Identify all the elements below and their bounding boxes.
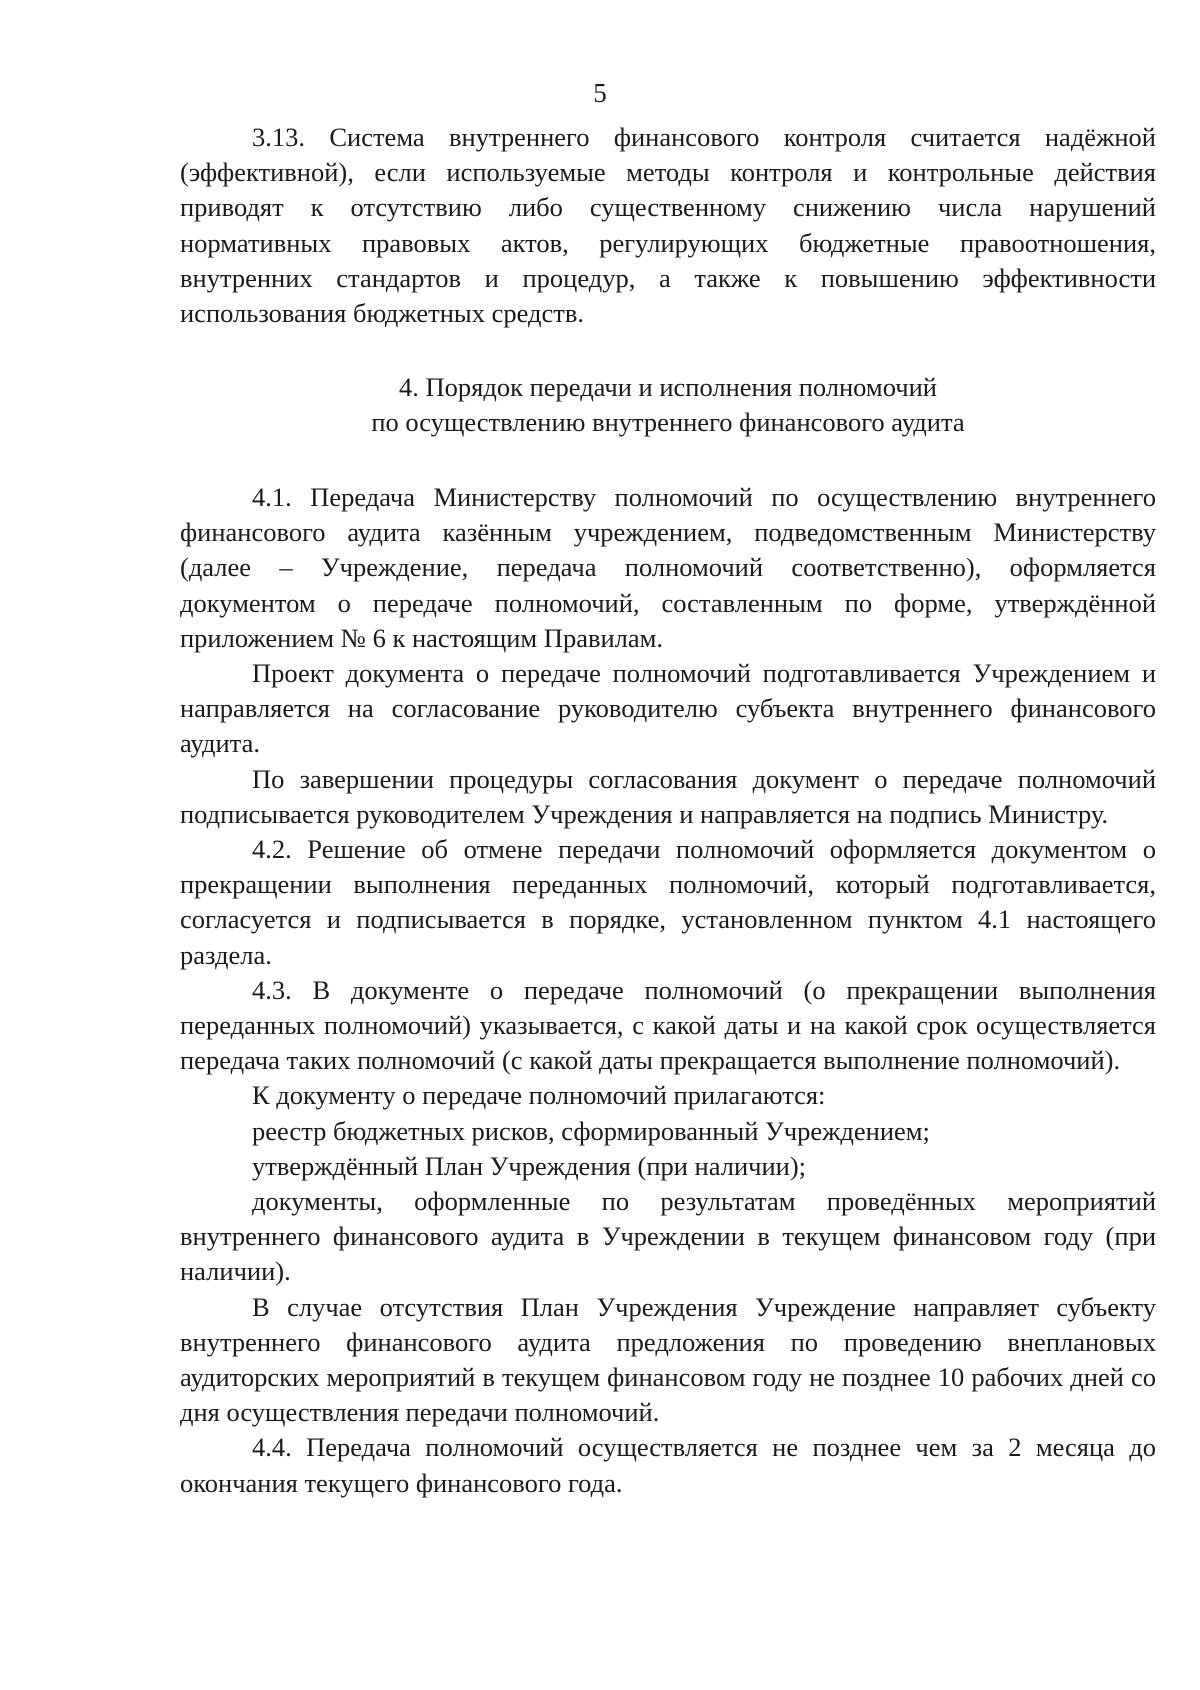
paragraph-4-2: 4.2. Решение об отмене передачи полномочий оформляется документом о прекращении выполнения переданных полномочий, который подготавливается, согласуется и подписывается в порядке, установленном пунктом 4.1 настоящего раздела. — [180, 834, 1156, 970]
paragraph-3-13: 3.13. Система внутреннего финансового контроля считается надёжной (эффективной), если используемые методы контроля и контрольные действия приводят к отсутствию либо существенному снижению числа нарушений нормативных правовых актов, регулирующих бюджетные правоотношения, внутренних стандартов и процедур, а также к повышению эффективности использования бюджетных средств. — [180, 122, 1156, 329]
paragraph-4-1: 4.1. Передача Министерству полномочий по осуществлению внутреннего финансового аудита казённым учреждением, подведомственным Министерству (далее – Учреждение, передача полномочий соответственно), оформляется документом о передаче полномочий, составленным по форме, утверждённой приложением № 6 к настоящим Правилам. — [180, 482, 1156, 653]
paragraph-4-3-attachments-intro: К документу о передаче полномочий прилагаются: — [252, 1080, 826, 1111]
section-4-heading — [180, 370, 1156, 440]
paragraph-4-3: 4.3. В документе о передаче полномочий (о прекращении выполнения переданных полномочий) указывается, с какой даты и на какой срок осуществляется передача таких полномочий (с какой даты прекращается выполнение полномочий). — [180, 974, 1156, 1076]
page-number: 5 — [593, 78, 607, 108]
paragraph-4-3-attachment-documents: документы, оформленные по результатам проведённых мероприятий внутреннего финансового аудита в Учреждении в текущем финансовом году (при наличии). — [180, 1186, 1156, 1287]
section-4-heading-line-1: 4. Порядок передачи и исполнения полномочий — [399, 372, 937, 402]
paragraph-4-3-no-plan: В случае отсутствия План Учреждения Учреждение направляет субъекту внутреннего финансового аудита предложения по проведению внеплановых аудиторских мероприятий в текущем финансовом году не позднее 10 рабочих дней со дня осуществления передачи полномочий. — [180, 1291, 1156, 1428]
paragraph-3-13-block — [180, 120, 1156, 331]
section-4-body — [180, 480, 1156, 1501]
paragraph-4-4: 4.4. Передача полномочий осуществляется не позднее чем за 2 месяца до окончания текущего финансового года. — [180, 1432, 1156, 1498]
paragraph-4-1-draft: Проект документа о передаче полномочий подготавливается Учреждением и направляется на согласование руководителю субъекта внутреннего финансового аудита. — [180, 658, 1156, 759]
paragraph-4-3-attachment-risk-register: реестр бюджетных рисков, сформированный Учреждением; — [252, 1115, 930, 1146]
paragraph-4-1-signing: По завершении процедуры согласования документ о передаче полномочий подписывается руководителем Учреждения и направляется на подпись Министру. — [180, 763, 1156, 829]
paragraph-4-3-attachment-plan: утверждённый План Учреждения (при наличии); — [252, 1150, 807, 1181]
section-4-heading-line-2: по осуществлению внутреннего финансового аудита — [371, 407, 965, 438]
